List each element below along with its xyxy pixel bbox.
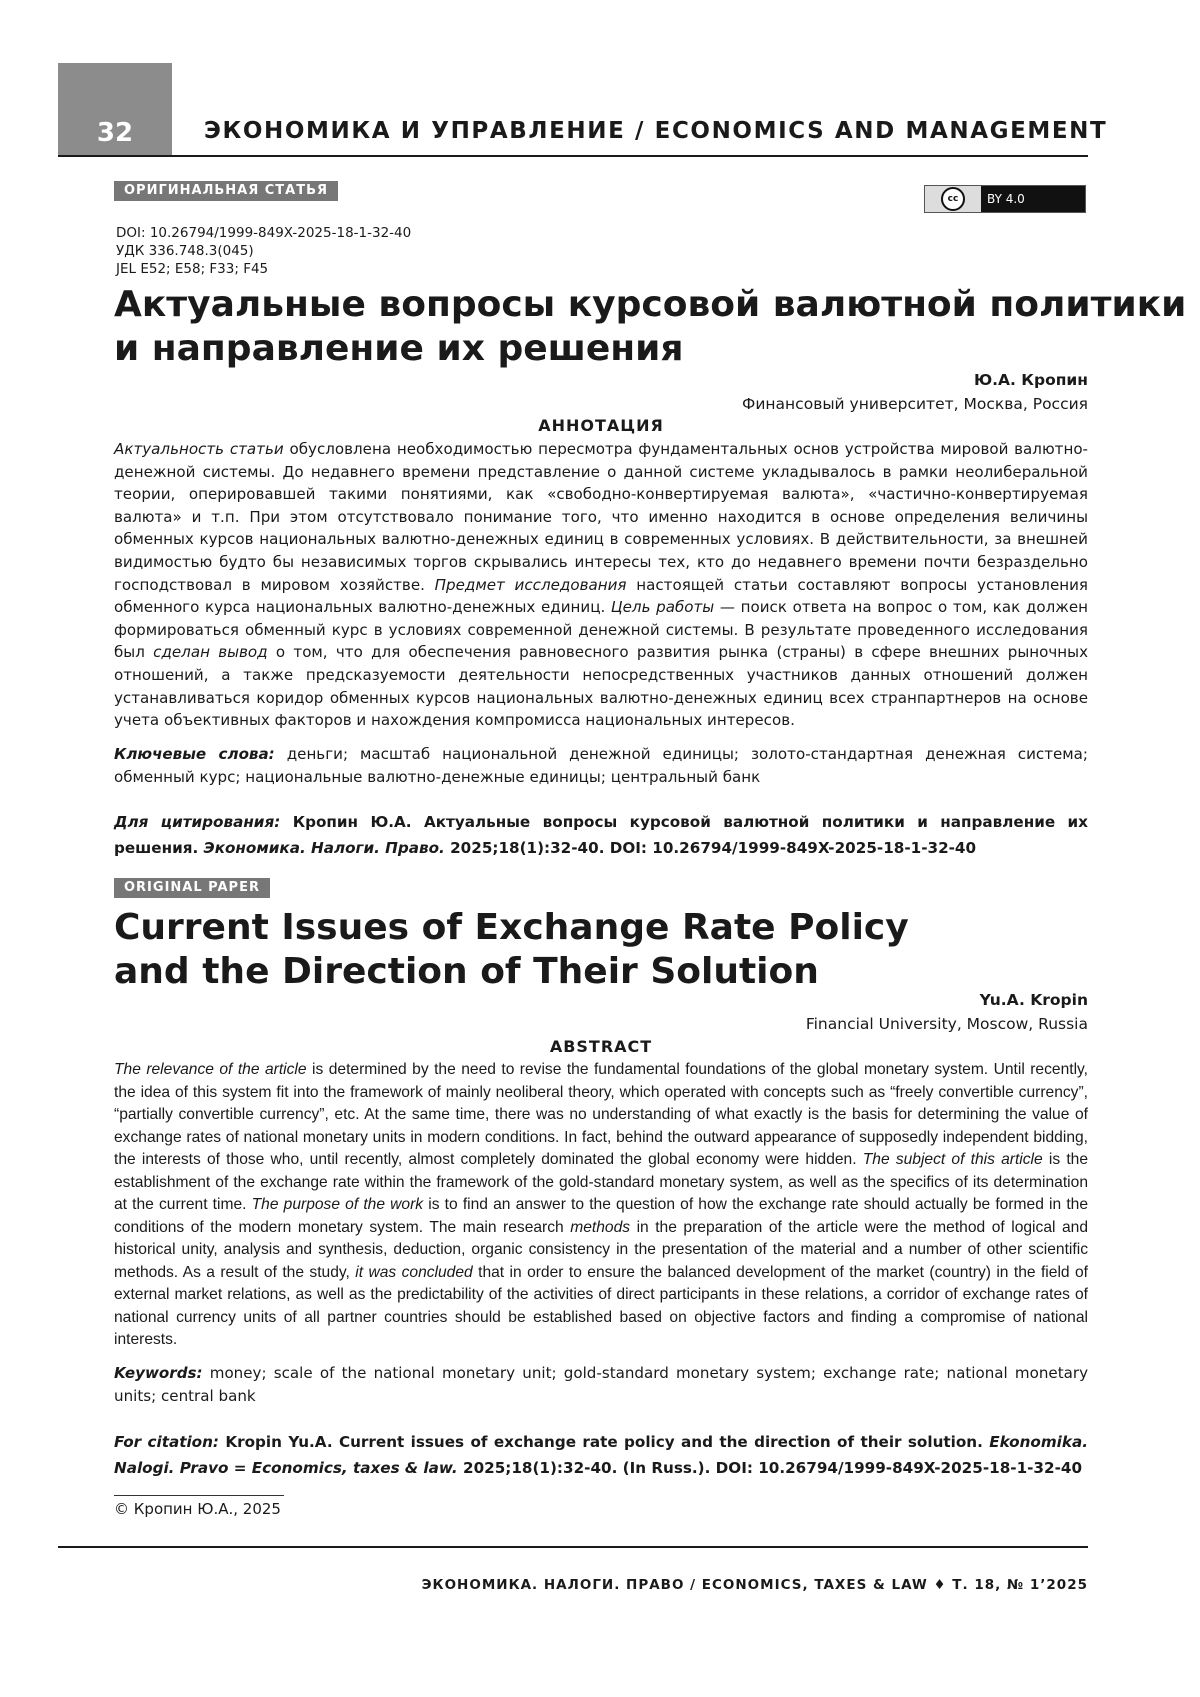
- abstract-em-1: The relevance of the article: [114, 1061, 307, 1078]
- section-title: ЭКОНОМИКА И УПРАВЛЕНИЕ / ECONOMICS AND MANAGEMENT: [204, 118, 1108, 144]
- article-type-label-en: ORIGINAL PAPER: [114, 878, 270, 898]
- cc-license-badge[interactable]: [924, 185, 1086, 213]
- jel-codes: JEL E52; E58; F33; F45: [116, 261, 269, 277]
- keywords-ru: [114, 743, 1088, 788]
- running-footer: ЭКОНОМИКА. НАЛОГИ. ПРАВО / ECONOMICS, TAXES & LAW ♦ Т. 18, № 1’2025: [421, 1577, 1088, 1593]
- annotation-part-3: — поиск ответа на вопрос о том, как должен формироваться обменный курс в условиях современной денежной системы. В результате проведенного исследования был: [114, 598, 1088, 662]
- article-title-ru: [114, 283, 1186, 371]
- citation-journal-ru: Экономика. Налоги. Право.: [203, 839, 445, 857]
- abstract-heading: ABSTRACT: [549, 1037, 653, 1056]
- author-block-en: [806, 988, 1088, 1036]
- annotation-part-1: обусловлена необходимостью пересмотра фундаментальных основ устройства мировой валютно-денежной системы. До недавнего времени представление о данной системе укладывалось в рамки неолиберальной теории, оперировавшей такими понятиями, как «свободно-конвертируемая валюта», «частично-конвертируемая валюта» и т.п. При этом отсутствовало понимание того, что именно находится в основе определения величины обменных курсов национальных валютно-денежных единиц в современных условиях. В действительности, за внешней видимостью будто бы независимых торгов скрывались интересы тех, кто до недавнего времени почти безраздельно господствовал в мировом хозяйстве.: [114, 440, 1089, 594]
- abstract-text-en: [114, 1059, 1088, 1352]
- keywords-en: [114, 1362, 1088, 1407]
- article-metadata: [116, 224, 411, 278]
- title-ru-line1: Актуальные вопросы курсовой валютной политики: [114, 284, 1187, 325]
- citation-journal-en: Ekonomika. Nalogi. Pravo = Economics, taxes & law.: [114, 1433, 1088, 1477]
- keywords-label-en: Keywords:: [114, 1364, 203, 1382]
- article-title-en: [114, 906, 909, 994]
- keywords-text-ru: деньги; масштаб национальной денежной единицы; золото-стандартная денежная система; обменный курс; национальные валютно-денежные единицы; центральный банк: [114, 745, 1088, 786]
- citation-en: [114, 1429, 1088, 1481]
- abstract-part-3: is to find an answer to the question of how the exchange rate should actually be formed in the conditions of the modern monetary system. The main research: [114, 1196, 1088, 1236]
- abstract-part-5: that in order to ensure the balanced development of the market (country) in the field of external market relations, as well as the predictability of the activities of direct participants in these relations, a corridor of exchange rates of national currency units of all partner countries should be established based on objective factors and finding a compromise of national interests.: [114, 1263, 1088, 1348]
- affiliation-en: Financial University, Moscow, Russia: [805, 1015, 1088, 1033]
- footer-divider: [58, 1546, 1088, 1548]
- citation-text-ru: Кропин Ю.А. Актуальные вопросы курсовой валютной политики и направление их решения.: [114, 813, 1088, 857]
- citation-tail-en: 2025;18(1):32-40. (In Russ.). DOI: 10.26794/1999-849X-2025-18-1-32-40: [457, 1459, 1083, 1477]
- abstract-em-5: it was concluded: [355, 1263, 473, 1281]
- author-block-ru: [742, 368, 1088, 416]
- annotation-em-4: сделан вывод: [153, 643, 268, 662]
- annotation-part-2: настоящей статьи составляют вопросы установления обменного курса национальных валютно-денежных единиц.: [114, 575, 1088, 617]
- annotation-em-1: Актуальность статьи: [114, 440, 284, 458]
- keywords-label-ru: Ключевые слова:: [114, 745, 275, 763]
- citation-ru: [114, 809, 1088, 861]
- page-number-text: 32: [96, 118, 134, 148]
- doi[interactable]: DOI: 10.26794/1999-849X-2025-18-1-32-40: [116, 225, 412, 241]
- cc-logo-area: [925, 186, 981, 212]
- cc-icon: cc: [941, 187, 965, 211]
- abstract-part-2: is the establishment of the exchange rate within the framework of the gold-standard monetary system, as well as the specifics of its determination at the current time.: [114, 1151, 1089, 1213]
- footnote-divider: [114, 1495, 284, 1496]
- copyright-notice: © Кропин Ю.А., 2025: [114, 1500, 281, 1518]
- udc-code: УДК 336.748.3(045): [116, 243, 254, 259]
- citation-text-en: Kropin Yu.A. Current issues of exchange rate policy and the direction of their solution.: [219, 1433, 990, 1451]
- annotation-text-ru: [114, 438, 1088, 732]
- title-en-line1: Current Issues of Exchange Rate Policy: [114, 907, 909, 948]
- abstract-part-4: in the preparation of the article were the method of logical and historical unity, analysis and synthesis, deduction, organic consistency in the presentation of the material and a number of other scientific methods. As a result of the study,: [114, 1218, 1088, 1281]
- title-en-line2: and the Direction of Their Solution: [114, 951, 819, 992]
- abstract-em-2: The subject of this article: [862, 1151, 1043, 1168]
- citation-label-en: For citation:: [114, 1433, 219, 1451]
- page-number: [58, 63, 172, 155]
- abstract-em-3: The purpose of the work: [251, 1196, 424, 1213]
- license-label: BY 4.0: [987, 192, 1025, 206]
- abstract-em-4: methods: [570, 1218, 631, 1236]
- annotation-part-4: о том, что для обеспечения равновесного развития рынка (страны) в сфере внешних рыночных отношений, а также предсказуемости деятельности непосредственных участников данных отношений должен устанавливаться коридор обменных курсов национальных валютно-денежных единиц всех странпартнеров на основе учета объективных факторов и нахождения компромисса национальных интересов.: [114, 643, 1089, 730]
- keywords-text-en: money; scale of the national monetary unit; gold-standard monetary system; exchange rate; national monetary units; central bank: [114, 1364, 1088, 1405]
- annotation-em-3: Цель работы: [610, 598, 715, 617]
- citation-tail-ru: 2025;18(1):32-40. DOI: 10.26794/1999-849X-2025-18-1-32-40: [444, 839, 977, 857]
- annotation-heading: АННОТАЦИЯ: [538, 416, 664, 435]
- affiliation-ru: Финансовый университет, Москва, Россия: [742, 395, 1088, 413]
- author-name-ru: Ю.А. Кропин: [973, 371, 1088, 389]
- header-divider: [58, 155, 1088, 157]
- abstract-part-1: is determined by the need to revise the fundamental foundations of the global monetary system. Until recently, the idea of this system fit into the framework of mainly neoliberal theory, which operated with concepts such as “freely convertible currency”, “partially convertible currency”, etc. At the same time, there was no understanding of what exactly is the basis for determining the value of exchange rates of national monetary units in modern conditions. In fact, behind the outward appearance of supposedly independent bidding, the interests of those who, until recently, almost completely dominated the global economy were hidden.: [114, 1061, 1089, 1168]
- author-name-en: Yu.A. Kropin: [979, 991, 1088, 1009]
- article-type-label-ru: ОРИГИНАЛЬНАЯ СТАТЬЯ: [114, 181, 338, 201]
- title-ru-line2: и направление их решения: [114, 328, 684, 369]
- annotation-em-2: Предмет исследования: [434, 575, 627, 594]
- citation-label-ru: Для цитирования:: [114, 813, 281, 831]
